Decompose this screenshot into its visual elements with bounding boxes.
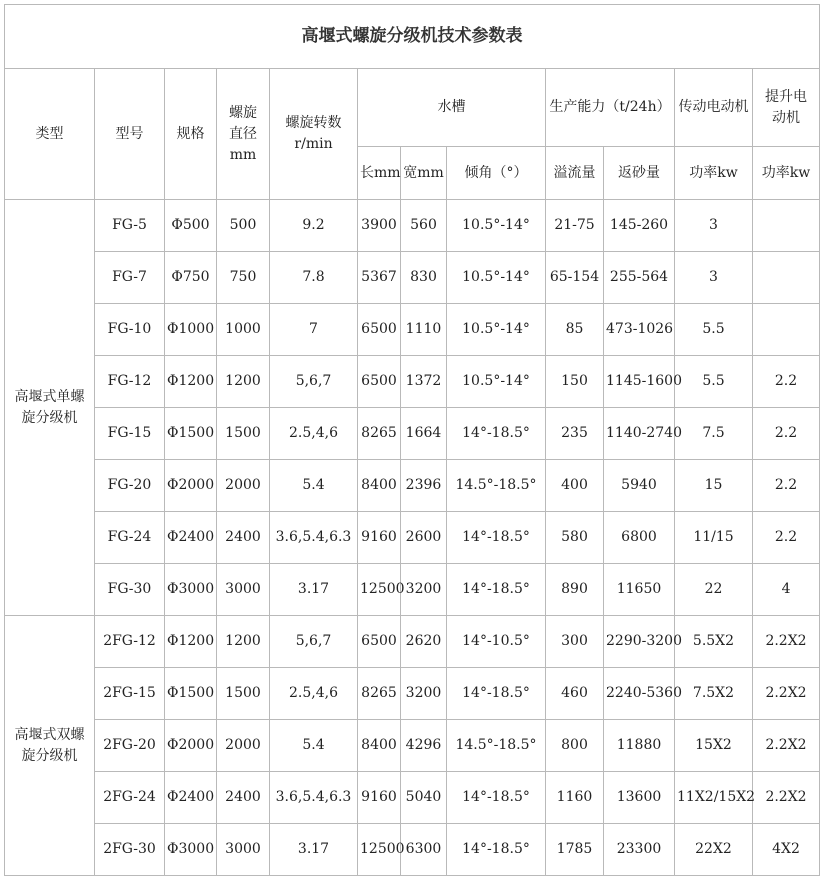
cell-angle: 14°-10.5°: [447, 616, 546, 668]
cell-spec: Φ2400: [165, 512, 217, 564]
header-lift-power: 功率kw: [753, 147, 820, 200]
cell-overflow: 235: [546, 408, 604, 460]
cell-lift-power: 2.2: [753, 460, 820, 512]
group-type-cell: 高堰式单螺旋分级机: [5, 200, 95, 616]
cell-lift-power: 2.2X2: [753, 616, 820, 668]
cell-width: 3200: [401, 668, 447, 720]
cell-return-sand: 1140-2740: [604, 408, 675, 460]
cell-speed: 5.4: [270, 460, 358, 512]
cell-model: FG-10: [95, 304, 165, 356]
cell-length: 12500: [358, 824, 401, 876]
cell-width: 3200: [401, 564, 447, 616]
cell-model: 2FG-24: [95, 772, 165, 824]
cell-width: 5040: [401, 772, 447, 824]
cell-diameter: 2000: [217, 460, 270, 512]
cell-model: 2FG-12: [95, 616, 165, 668]
header-drive-motor: 传动电动机: [675, 69, 753, 147]
cell-lift-power: 4X2: [753, 824, 820, 876]
cell-model: FG-5: [95, 200, 165, 252]
table-row: [5, 720, 820, 772]
cell-speed: 5,6,7: [270, 616, 358, 668]
cell-diameter: 500: [217, 200, 270, 252]
cell-diameter: 750: [217, 252, 270, 304]
table-row: [5, 512, 820, 564]
cell-overflow: 580: [546, 512, 604, 564]
cell-lift-power: 2.2X2: [753, 772, 820, 824]
cell-overflow: 300: [546, 616, 604, 668]
cell-width: 1664: [401, 408, 447, 460]
cell-speed: 2.5,4,6: [270, 668, 358, 720]
cell-angle: 10.5°-14°: [447, 252, 546, 304]
cell-length: 8265: [358, 668, 401, 720]
group-type-cell: 高堰式双螺旋分级机: [5, 616, 95, 876]
cell-spec: Φ750: [165, 252, 217, 304]
header-drive-power: 功率kw: [675, 147, 753, 200]
header-speed: 螺旋转数r/min: [270, 69, 358, 200]
cell-model: 2FG-15: [95, 668, 165, 720]
header-diameter: 螺旋直径mm: [217, 69, 270, 200]
cell-angle: 14°-18.5°: [447, 564, 546, 616]
table-row: [5, 460, 820, 512]
table-row: [5, 304, 820, 356]
cell-return-sand: 5940: [604, 460, 675, 512]
cell-lift-power: [753, 200, 820, 252]
cell-diameter: 2400: [217, 772, 270, 824]
cell-drive-power: 15: [675, 460, 753, 512]
header-return-sand: 返砂量: [604, 147, 675, 200]
cell-angle: 10.5°-14°: [447, 200, 546, 252]
cell-drive-power: 5.5: [675, 304, 753, 356]
cell-length: 8265: [358, 408, 401, 460]
cell-drive-power: 3: [675, 200, 753, 252]
cell-width: 2396: [401, 460, 447, 512]
cell-drive-power: 5.5: [675, 356, 753, 408]
cell-return-sand: 13600: [604, 772, 675, 824]
cell-length: 5367: [358, 252, 401, 304]
cell-angle: 14°-18.5°: [447, 512, 546, 564]
header-length: 长mm: [358, 147, 401, 200]
cell-speed: 3.17: [270, 824, 358, 876]
cell-speed: 9.2: [270, 200, 358, 252]
cell-lift-power: 4: [753, 564, 820, 616]
cell-width: 1372: [401, 356, 447, 408]
cell-return-sand: 11650: [604, 564, 675, 616]
cell-angle: 14.5°-18.5°: [447, 460, 546, 512]
cell-speed: 5.4: [270, 720, 358, 772]
cell-drive-power: 3: [675, 252, 753, 304]
cell-diameter: 2400: [217, 512, 270, 564]
cell-return-sand: 23300: [604, 824, 675, 876]
header-angle: 倾角（°）: [447, 147, 546, 200]
table-row: [5, 200, 820, 252]
cell-angle: 14.5°-18.5°: [447, 720, 546, 772]
cell-model: FG-7: [95, 252, 165, 304]
cell-overflow: 800: [546, 720, 604, 772]
cell-speed: 7.8: [270, 252, 358, 304]
cell-length: 8400: [358, 460, 401, 512]
cell-spec: Φ1000: [165, 304, 217, 356]
cell-return-sand: 255-564: [604, 252, 675, 304]
header-trough: 水槽: [358, 69, 546, 147]
cell-overflow: 65-154: [546, 252, 604, 304]
table-row: [5, 824, 820, 876]
cell-length: 9160: [358, 512, 401, 564]
header-width: 宽mm: [401, 147, 447, 200]
cell-overflow: 400: [546, 460, 604, 512]
cell-overflow: 1785: [546, 824, 604, 876]
cell-diameter: 2000: [217, 720, 270, 772]
cell-length: 6500: [358, 304, 401, 356]
cell-width: 830: [401, 252, 447, 304]
cell-angle: 14°-18.5°: [447, 668, 546, 720]
cell-return-sand: 473-1026: [604, 304, 675, 356]
cell-width: 2620: [401, 616, 447, 668]
cell-width: 4296: [401, 720, 447, 772]
cell-model: FG-24: [95, 512, 165, 564]
cell-diameter: 3000: [217, 564, 270, 616]
cell-lift-power: 2.2X2: [753, 668, 820, 720]
cell-spec: Φ1200: [165, 356, 217, 408]
cell-length: 8400: [358, 720, 401, 772]
cell-angle: 10.5°-14°: [447, 356, 546, 408]
cell-drive-power: 7.5X2: [675, 668, 753, 720]
cell-model: FG-15: [95, 408, 165, 460]
cell-spec: Φ2000: [165, 720, 217, 772]
header-model: 型号: [95, 69, 165, 200]
table-row: [5, 252, 820, 304]
cell-angle: 14°-18.5°: [447, 824, 546, 876]
cell-length: 3900: [358, 200, 401, 252]
cell-lift-power: 2.2X2: [753, 720, 820, 772]
cell-spec: Φ2000: [165, 460, 217, 512]
cell-spec: Φ2400: [165, 772, 217, 824]
cell-spec: Φ1500: [165, 668, 217, 720]
cell-return-sand: 2290-3200: [604, 616, 675, 668]
cell-overflow: 890: [546, 564, 604, 616]
cell-speed: 3.17: [270, 564, 358, 616]
cell-overflow: 460: [546, 668, 604, 720]
cell-width: 1110: [401, 304, 447, 356]
cell-model: FG-12: [95, 356, 165, 408]
header-type: 类型: [5, 69, 95, 200]
cell-lift-power: [753, 304, 820, 356]
cell-drive-power: 15X2: [675, 720, 753, 772]
cell-drive-power: 22X2: [675, 824, 753, 876]
table-row: [5, 408, 820, 460]
cell-diameter: 1200: [217, 616, 270, 668]
spec-table: [4, 4, 820, 876]
cell-speed: 5,6,7: [270, 356, 358, 408]
cell-return-sand: 6800: [604, 512, 675, 564]
cell-angle: 14°-18.5°: [447, 408, 546, 460]
cell-width: 2600: [401, 512, 447, 564]
cell-width: 560: [401, 200, 447, 252]
cell-spec: Φ3000: [165, 564, 217, 616]
cell-lift-power: [753, 252, 820, 304]
cell-spec: Φ1200: [165, 616, 217, 668]
cell-return-sand: 1145-1600: [604, 356, 675, 408]
cell-length: 6500: [358, 616, 401, 668]
cell-overflow: 85: [546, 304, 604, 356]
table-row: [5, 356, 820, 408]
header-overflow: 溢流量: [546, 147, 604, 200]
cell-angle: 10.5°-14°: [447, 304, 546, 356]
cell-spec: Φ1500: [165, 408, 217, 460]
cell-diameter: 1500: [217, 408, 270, 460]
cell-drive-power: 11/15: [675, 512, 753, 564]
cell-return-sand: 11880: [604, 720, 675, 772]
cell-speed: 3.6,5.4,6.3: [270, 512, 358, 564]
header-capacity: 生产能力（t/24h）: [546, 69, 675, 147]
table-row: [5, 668, 820, 720]
cell-model: FG-20: [95, 460, 165, 512]
cell-lift-power: 2.2: [753, 356, 820, 408]
cell-length: 6500: [358, 356, 401, 408]
cell-diameter: 1000: [217, 304, 270, 356]
cell-model: FG-30: [95, 564, 165, 616]
table-title: 高堰式螺旋分级机技术参数表: [5, 5, 820, 69]
cell-return-sand: 145-260: [604, 200, 675, 252]
cell-spec: Φ3000: [165, 824, 217, 876]
header-spec: 规格: [165, 69, 217, 200]
cell-diameter: 1200: [217, 356, 270, 408]
cell-drive-power: 5.5X2: [675, 616, 753, 668]
cell-overflow: 21-75: [546, 200, 604, 252]
cell-spec: Φ500: [165, 200, 217, 252]
cell-length: 12500: [358, 564, 401, 616]
cell-model: 2FG-30: [95, 824, 165, 876]
cell-drive-power: 22: [675, 564, 753, 616]
cell-return-sand: 2240-5360: [604, 668, 675, 720]
cell-lift-power: 2.2: [753, 408, 820, 460]
cell-drive-power: 7.5: [675, 408, 753, 460]
cell-width: 6300: [401, 824, 447, 876]
cell-lift-power: 2.2: [753, 512, 820, 564]
cell-model: 2FG-20: [95, 720, 165, 772]
cell-diameter: 1500: [217, 668, 270, 720]
header-lift-motor: 提升电动机: [753, 69, 820, 147]
cell-drive-power: 11X2/15X2: [675, 772, 753, 824]
table-row: [5, 564, 820, 616]
table-row: [5, 616, 820, 668]
cell-overflow: 1160: [546, 772, 604, 824]
cell-angle: 14°-18.5°: [447, 772, 546, 824]
cell-overflow: 150: [546, 356, 604, 408]
table-row: [5, 772, 820, 824]
cell-length: 9160: [358, 772, 401, 824]
cell-speed: 3.6,5.4,6.3: [270, 772, 358, 824]
cell-speed: 2.5,4,6: [270, 408, 358, 460]
cell-diameter: 3000: [217, 824, 270, 876]
cell-speed: 7: [270, 304, 358, 356]
